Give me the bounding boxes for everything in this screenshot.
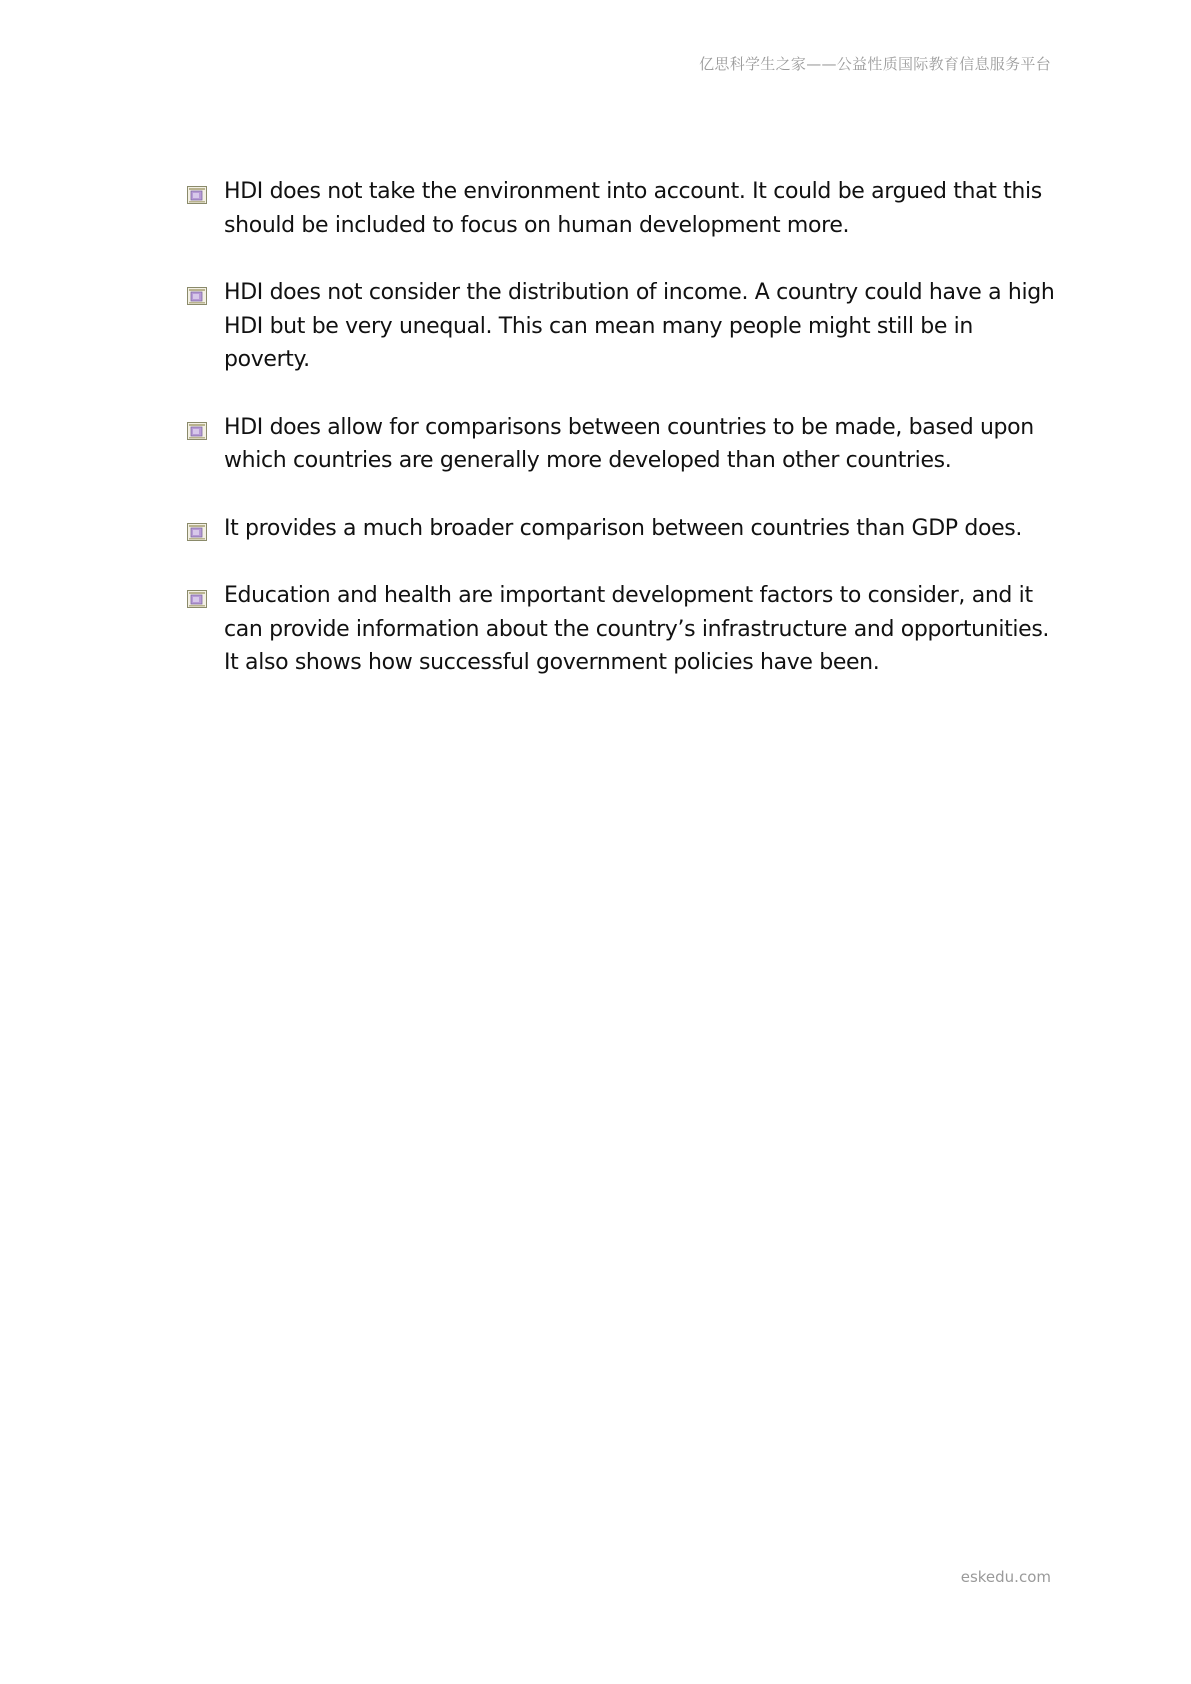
window-bullet-icon — [187, 417, 207, 435]
list-item — [187, 175, 1057, 242]
bullet-text: It provides a much broader comparison between countries than GDP does. — [224, 515, 1023, 541]
bullet-text: Education and health are important development factors to consider, and it can provide information about the country’s infrastructure and opportunities. It also shows how successful government policies have been. — [224, 583, 1050, 675]
bullet-list — [187, 175, 1057, 714]
list-item — [187, 411, 1057, 478]
bullet-text: HDI does allow for comparisons between countries to be made, based upon which countries are generally more developed than other countries. — [224, 414, 1034, 473]
list-item — [187, 579, 1057, 680]
bullet-text: HDI does not take the environment into account. It could be argued that this should be included to focus on human development more. — [224, 179, 1042, 238]
bullet-text: HDI does not consider the distribution of income. A country could have a high HDI but be very unequal. This can mean many people might still be in poverty. — [224, 280, 1055, 372]
window-bullet-icon — [187, 585, 207, 603]
list-item — [187, 512, 1057, 546]
list-item — [187, 276, 1057, 377]
window-bullet-icon — [187, 181, 207, 199]
page-footer: eskedu.com — [960, 1568, 1051, 1586]
window-bullet-icon — [187, 282, 207, 300]
page-header: 亿思科学生之家——公益性质国际教育信息服务平台 — [699, 55, 1051, 73]
window-bullet-icon — [187, 518, 207, 536]
